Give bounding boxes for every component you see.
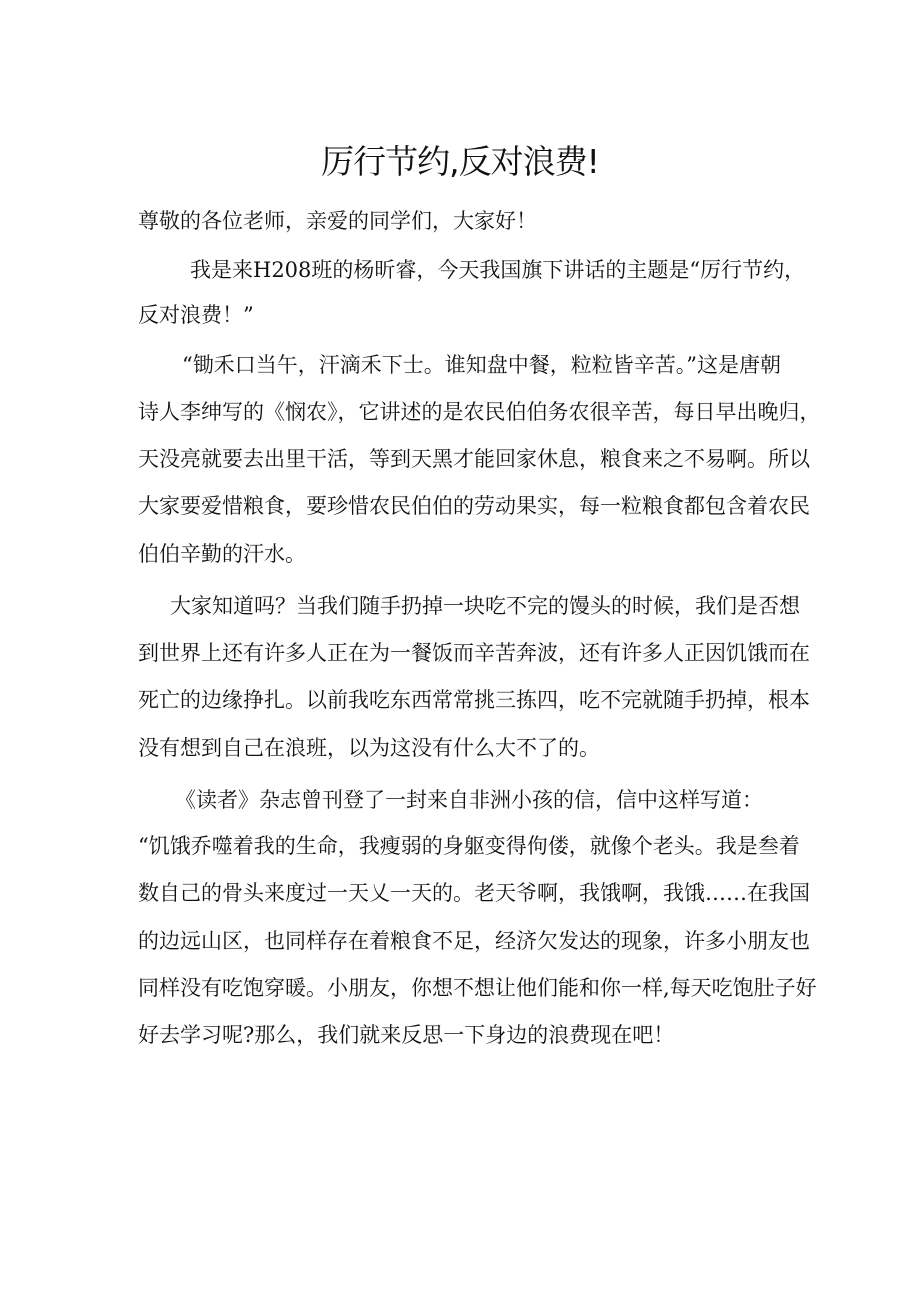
paragraph-4-line-5: 同样没有吃饱穿暖。小朋友，你想不想让他们能和你一样,每天吃饱肚子好 — [138, 976, 817, 1000]
greeting-line: 尊敬的各位老师，亲爱的同学们，大家好！ — [138, 209, 537, 233]
paragraph-2-line-4: 大家要爱惜粮食，要珍惜农民伯伯的劳动果实，每一粒粮食都包含着农民 — [138, 494, 810, 518]
paragraph-4-line-3: 数自己的骨头来度过一天乂一天的。老天爷啊，我饿啊，我饿……在我国 — [138, 881, 810, 905]
paragraph-3-line-1: 大家知道吗？当我们随手扔掉一块吃不完的馒头的时候，我们是否想 — [170, 594, 800, 618]
paragraph-2-line-2: 诗人李绅写的《悯农》，它讲述的是农民伯伯务农很辛苦，每日早出晚归， — [138, 400, 821, 424]
paragraph-2-line-1: “锄禾口当午，汗滴禾下士。谁知盘中餐，粒粒皆辛苦。”这是唐朝 — [182, 353, 781, 377]
paragraph-3-line-4: 没有想到自己在浪班，以为这没有什么大不了的。 — [138, 736, 600, 760]
paragraph-4-line-1: 《读者》杂志曾刊登了一封来自非洲小孩的信，信中这样写道： — [175, 788, 763, 812]
paragraph-1-line-2: 反对浪费！” — [138, 303, 254, 327]
paragraph-3-line-3: 死亡的边缘挣扎。以前我吃东西常常挑三拣四，吃不完就随手扔掉，根本 — [138, 688, 810, 712]
paragraph-2-line-3: 天没亮就要去出里干活，等到天黑才能回家休息，粮食来之不易啊。所以 — [138, 447, 810, 471]
paragraph-4-line-4: 的边远山区，也同样存在着粮食不足，经济欠发达的现象，许多小朋友也 — [138, 929, 810, 953]
document-title: 厉行节约,反对浪费! — [321, 142, 599, 181]
paragraph-4-line-2: “饥饿乔噬着我的生命，我瘦弱的身躯变得佝偻，就像个老头。我是叁着 — [138, 834, 800, 858]
paragraph-3-line-2: 到世界上还有许多人正在为一餐饭而辛苦奔波，还有许多人正因饥饿而在 — [138, 641, 810, 665]
paragraph-1-line-1: 我是来H208班的杨昕睿，今天我国旗下讲话的主题是“厉行节约， — [190, 258, 806, 282]
paragraph-4-line-6: 好去学习呢?那么，我们就来反思一下身边的浪费现在吧！ — [138, 1023, 675, 1047]
paragraph-2-line-5: 伯伯辛勤的汗水。 — [138, 542, 306, 566]
